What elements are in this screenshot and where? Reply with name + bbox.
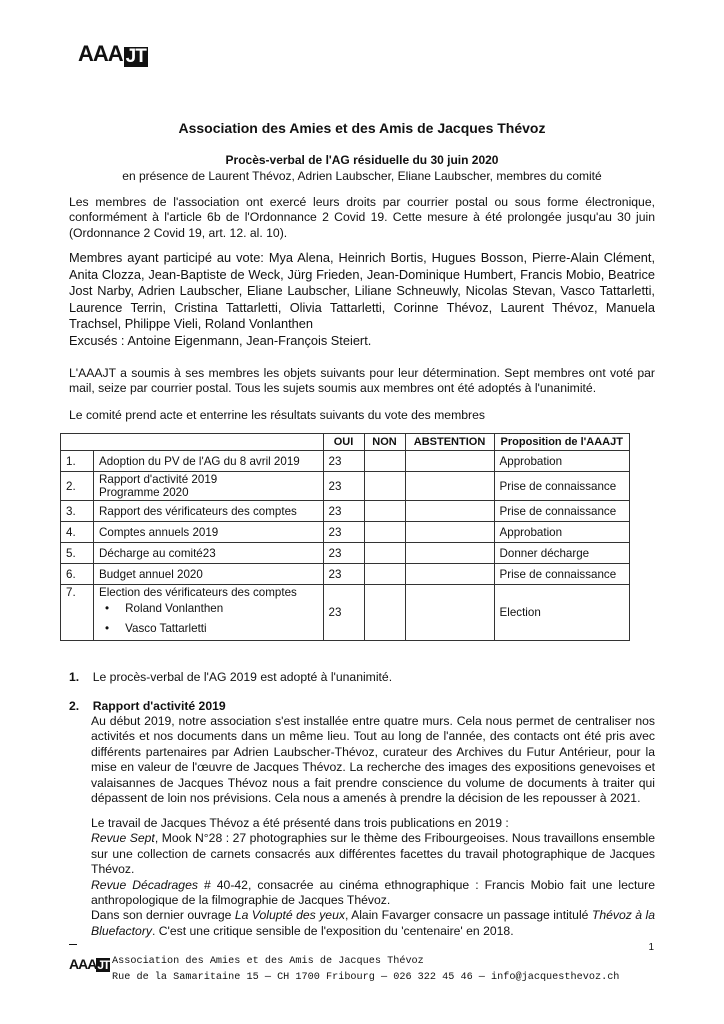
bullet-text: Roland Vonlanthen bbox=[125, 602, 224, 615]
intro-paragraph: Les membres de l'association ont exercé leurs droits par courrier postal ou sous forme électronique, conformément à l'article 6b de l'Ordonnance 2 Covid 19. Cette mesure à été prolongée jusqu'au 30 juin (Ordonnance 2 Covid 19, art. 12. al. 10). bbox=[69, 195, 655, 240]
row-item-line: Programme 2020 bbox=[99, 486, 189, 499]
row-number: 6. bbox=[61, 564, 94, 585]
row-abstention bbox=[405, 585, 494, 641]
presence-line: en présence de Laurent Thévoz, Adrien Laubscher, Eliane Laubscher, membres du comité bbox=[122, 169, 602, 183]
row-item: Comptes annuels 2019 bbox=[94, 522, 324, 543]
publications-intro: Le travail de Jacques Thévoz a été présenté dans trois publications en 2019 : bbox=[91, 816, 509, 830]
row-abstention bbox=[405, 451, 494, 472]
point-2-heading bbox=[69, 699, 226, 713]
row-number: 5. bbox=[61, 543, 94, 564]
point-1-text: Le procès-verbal de l'AG 2019 est adopté à l'unanimité. bbox=[92, 670, 393, 684]
submitted-paragraph: L'AAAJT a soumis à ses membres les objets suivants pour leur détermination. Sept membres ont voté par mail, seize par courrier postal. Tous les sujets soumis aux membres ont été adoptés à l'unanimité. bbox=[69, 366, 655, 396]
row-oui: 23 bbox=[323, 472, 364, 501]
row-non bbox=[364, 501, 405, 522]
row-oui: 23 bbox=[323, 543, 364, 564]
bullet-text: Vasco Tattarletti bbox=[125, 622, 207, 635]
row-item: Budget annuel 2020 bbox=[94, 564, 324, 585]
bullet-item: • Vasco Tattarletti bbox=[105, 622, 207, 635]
pub-volupte-text-c: . C'est une critique sensible de l'exposition du 'centenaire' en 2018. bbox=[151, 923, 514, 938]
header-abstention: ABSTENTION bbox=[405, 434, 494, 451]
row-abstention bbox=[405, 543, 494, 564]
footer-rule bbox=[69, 944, 77, 945]
pub-volupte-text-b: , Alain Favarger consacre un passage intitulé bbox=[344, 908, 592, 923]
row-abstention bbox=[405, 501, 494, 522]
header-oui: OUI bbox=[323, 434, 364, 451]
pub-decadrages-text: # 40-42, consacrée au cinéma ethnographique : Francis Mobio fait une lecture anthropologique de la filmographie de Jacques Thévoz. bbox=[91, 877, 655, 908]
row-number: 3. bbox=[61, 501, 94, 522]
row-item bbox=[94, 472, 324, 501]
activity-paragraph: Au début 2019, notre association s'est installée entre quatre murs. Cela nous permet de centraliser nos activités et nos documents dans un même lieu. Tout au long de l'année, des contacts ont été pris avec différents partenaires par Adrien Laubscher-Thévoz, curateur des Archives du Futur Antérieur, pour la mise en valeur de l'œuvre de Jacques Thévoz. La recherche des images des expositions genevoises et valaisannes de Jacques Thévoz nous a fait prendre conscience du volume de documents à traiter qui dépassent de loin nos prévisions. Cela nous a amenés à prendre la décision de les repousser à 2021. bbox=[91, 714, 655, 806]
row-abstention bbox=[405, 522, 494, 543]
members-paragraph bbox=[69, 250, 655, 350]
pub-sept-title: Revue Sept bbox=[91, 831, 155, 846]
row-number: 1. bbox=[61, 451, 94, 472]
footer-logo bbox=[69, 956, 110, 972]
pub-volupte-title: La Volupté des yeux bbox=[234, 908, 345, 923]
logo-jt: JT bbox=[125, 46, 146, 67]
publications-block bbox=[91, 816, 655, 939]
header-empty bbox=[61, 434, 324, 451]
row-non bbox=[364, 543, 405, 564]
excused-list: Excusés : Antoine Eigenmann, Jean-François Steiert. bbox=[69, 332, 372, 348]
row-item: Adoption du PV de l'AG du 8 avril 2019 bbox=[94, 451, 324, 472]
row-non bbox=[364, 472, 405, 501]
row-oui: 23 bbox=[323, 522, 364, 543]
row-oui: 23 bbox=[323, 585, 364, 641]
footer-logo-jt: JT bbox=[97, 958, 110, 972]
row-non bbox=[364, 451, 405, 472]
pub-sept-text: , Mook N°28 : 27 photographies sur le thème des Fribourgeoises. Nous travaillons ensemble sur une collection de carnets consacrés aux différentes facettes du travail photographique de Jacques Thévoz. bbox=[91, 831, 656, 877]
row-proposition: Election bbox=[494, 585, 629, 641]
row-number: 4. bbox=[61, 522, 94, 543]
bullet-item: • Roland Vonlanthen bbox=[105, 602, 224, 615]
table-row bbox=[61, 501, 630, 522]
row-oui: 23 bbox=[323, 501, 364, 522]
page-number: 1 bbox=[648, 942, 654, 953]
row-proposition: Prise de connaissance bbox=[494, 501, 629, 522]
vote-results-table bbox=[60, 433, 630, 641]
row-item bbox=[94, 585, 324, 641]
pub-bluefactory-title: Thévoz à la Bluefactory bbox=[91, 908, 655, 938]
row-oui: 23 bbox=[323, 451, 364, 472]
row-non bbox=[364, 564, 405, 585]
logo-aaa: AAA bbox=[78, 41, 123, 66]
pub-volupte-text-a: Dans son dernier ouvrage bbox=[91, 908, 235, 923]
point-1 bbox=[69, 670, 392, 684]
row-proposition: Prise de connaissance bbox=[494, 472, 629, 501]
table-row bbox=[61, 451, 630, 472]
committee-paragraph: Le comité prend acte et enterrine les résultats suivants du vote des membres bbox=[69, 408, 485, 422]
row-abstention bbox=[405, 472, 494, 501]
row-item-line: Rapport d'activité 2019 bbox=[99, 473, 218, 486]
row-proposition: Approbation bbox=[494, 451, 629, 472]
row-proposition: Approbation bbox=[494, 522, 629, 543]
aaajt-logo bbox=[78, 41, 148, 67]
header-proposition: Proposition de l'AAAJT bbox=[494, 434, 629, 451]
members-list: Membres ayant participé au vote: Mya Alena, Heinrich Bortis, Hugues Bosson, Pierre-Alain Clément, Anita Clozza, Jean-Baptiste de Weck, Jürg Frieden, Jean-Dominique Humbert, Francis Mobio, Beatrice Jost Narby, Adrien Laubscher, Eliane Laubscher, Liliane Schneuwly, Nicolas Stevan, Vasco Tattarletti, Laurence Terrin, Cristina Tattarletti, Olivia Tattarletti, Corinne Thévoz, Laurent Thévoz, Manuela Trachsel, Philippe Vieli, Roland Vonlanthen bbox=[69, 250, 655, 332]
row-number: 7. bbox=[61, 585, 94, 641]
footer-address: Rue de la Samaritaine 15 — CH 1700 Fribourg — 026 322 45 46 — info@jacquesthevoz.ch bbox=[112, 972, 620, 983]
table-row bbox=[61, 543, 630, 564]
row-item-line: Election des vérificateurs des comptes bbox=[99, 586, 297, 599]
table-row bbox=[61, 472, 630, 501]
row-abstention bbox=[405, 564, 494, 585]
document-title: Association des Amies et des Amis de Jacques Thévoz bbox=[178, 120, 546, 136]
row-non bbox=[364, 585, 405, 641]
table-row bbox=[61, 522, 630, 543]
document-subtitle: Procès-verbal de l'AG résiduelle du 30 juin 2020 bbox=[225, 153, 499, 167]
point-2-title: Rapport d'activité 2019 bbox=[92, 699, 226, 713]
table-header-row bbox=[61, 434, 630, 451]
pub-decadrages-title: Revue Décadrages bbox=[91, 877, 198, 892]
row-proposition: Prise de connaissance bbox=[494, 564, 629, 585]
point-1-number: 1. bbox=[69, 670, 80, 684]
point-2-number: 2. bbox=[69, 699, 80, 713]
table-row bbox=[61, 564, 630, 585]
row-oui: 23 bbox=[323, 564, 364, 585]
table-row bbox=[61, 585, 630, 641]
row-item: Rapport des vérificateurs des comptes bbox=[94, 501, 324, 522]
header-non: NON bbox=[364, 434, 405, 451]
footer-organization: Association des Amies et des Amis de Jacques Thévoz bbox=[112, 956, 424, 967]
row-proposition: Donner décharge bbox=[494, 543, 629, 564]
row-number: 2. bbox=[61, 472, 94, 501]
footer-logo-aaa: AAA bbox=[69, 956, 97, 972]
row-non bbox=[364, 522, 405, 543]
row-item: Décharge au comité23 bbox=[94, 543, 324, 564]
